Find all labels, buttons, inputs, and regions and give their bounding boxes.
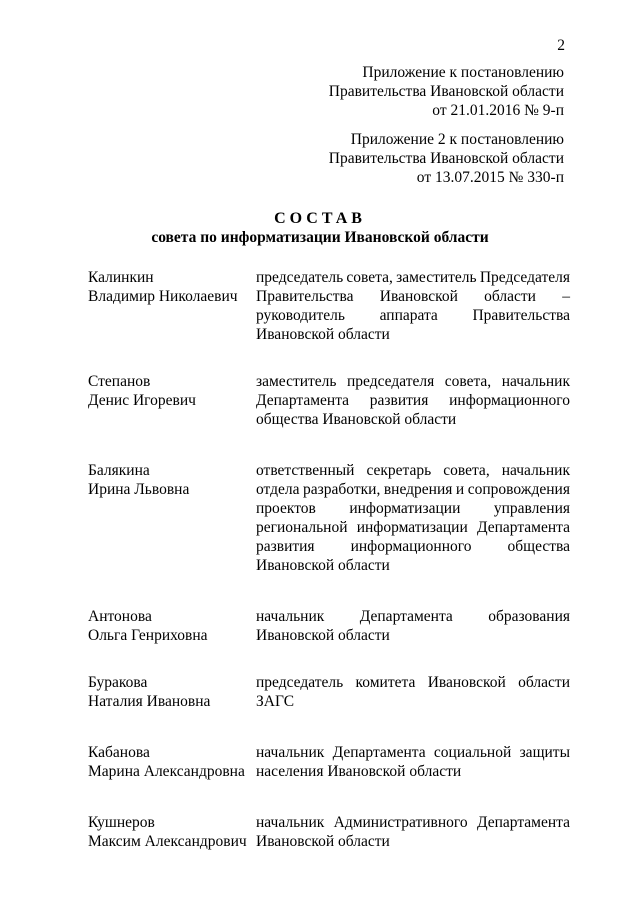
member-role-line: проектов информатизации управления — [256, 500, 570, 517]
member-role-line: ЗАГС — [256, 693, 295, 710]
member-role — [256, 268, 570, 344]
member-role-line: Ивановской области — [256, 833, 390, 850]
document-title — [0, 209, 640, 247]
appendix-current — [329, 63, 564, 120]
member-name — [88, 268, 256, 344]
member-name-line: Калинкин — [88, 269, 154, 286]
member-role-line: общества Ивановской области — [256, 411, 457, 428]
member-role-line: развития информационного общества — [256, 538, 570, 555]
member-row — [88, 673, 570, 711]
member-role — [256, 607, 570, 645]
member-row — [88, 607, 570, 645]
appendix-original-line: Правительства Ивановской области — [328, 150, 564, 167]
member-role — [256, 461, 570, 575]
member-name — [88, 607, 256, 645]
member-name — [88, 461, 256, 575]
member-role-line: региональной информатизации Департамента — [256, 519, 570, 536]
member-role-line: Департамента развития информационного — [256, 392, 570, 409]
member-name-line: Степанов — [88, 373, 151, 390]
appendix-original-line: Приложение 2 к постановлению — [350, 131, 564, 148]
member-role-line: Правительства Ивановской области – — [256, 288, 570, 305]
member-name-line: Кушнеров — [88, 814, 155, 831]
member-name-line: Марина Александровна — [88, 763, 245, 780]
member-role — [256, 372, 570, 429]
appendix-current-line: от 21.01.2016 № 9-п — [432, 102, 564, 119]
member-name-line: Наталия Ивановна — [88, 693, 211, 710]
member-name — [88, 673, 256, 711]
member-name — [88, 372, 256, 429]
member-role-line: населения Ивановской области — [256, 763, 462, 780]
member-name-line: Владимир Николаевич — [88, 288, 238, 305]
member-row — [88, 268, 570, 344]
member-role-line: председатель совета, заместитель Председателя — [256, 269, 570, 286]
member-name-line: Ольга Генриховна — [88, 627, 208, 644]
appendix-original — [329, 130, 564, 187]
member-name-line: Денис Игоревич — [88, 392, 196, 409]
member-role — [256, 673, 570, 711]
member-name-line: Буракова — [88, 674, 148, 691]
members-list — [88, 268, 570, 851]
member-name — [88, 743, 256, 781]
appendix-original-line: от 13.07.2015 № 330-п — [416, 169, 564, 186]
member-role-line: Ивановской области — [256, 627, 390, 644]
member-role — [256, 743, 570, 781]
member-role-line: отдела разработки, внедрения и сопровождения — [256, 481, 570, 498]
member-role-line: начальник Департамента социальной защиты — [256, 744, 570, 761]
member-row — [88, 813, 570, 851]
member-name-line: Ирина Львовна — [88, 481, 190, 498]
member-role — [256, 813, 570, 851]
member-role-line: заместитель председателя совета, начальник — [256, 373, 570, 390]
member-row — [88, 743, 570, 781]
page-number: 2 — [557, 37, 565, 54]
member-name-line: Кабанова — [88, 744, 150, 761]
title-subtitle: совета по информатизации Ивановской области — [151, 229, 489, 246]
member-name-line: Максим Александрович — [88, 833, 247, 850]
member-role-line: ответственный секретарь совета, начальник — [256, 462, 570, 479]
member-role-line: начальник Департамента образования — [256, 608, 570, 625]
member-role-line: председатель комитета Ивановской области — [256, 674, 570, 691]
member-row — [88, 372, 570, 429]
member-role-line: Ивановской области — [256, 557, 390, 574]
member-role-line: руководитель аппарата Правительства — [256, 307, 570, 324]
appendix-current-line: Правительства Ивановской области — [328, 83, 564, 100]
appendix-current-line: Приложение к постановлению — [362, 64, 564, 81]
member-role-line: Ивановской области — [256, 326, 390, 343]
member-name-line: Антонова — [88, 608, 152, 625]
member-row — [88, 461, 570, 575]
member-name — [88, 813, 256, 851]
title-main: СОСТАВ — [274, 210, 366, 227]
member-role-line: начальник Административного Департамента — [256, 814, 570, 831]
member-name-line: Балякина — [88, 462, 150, 479]
